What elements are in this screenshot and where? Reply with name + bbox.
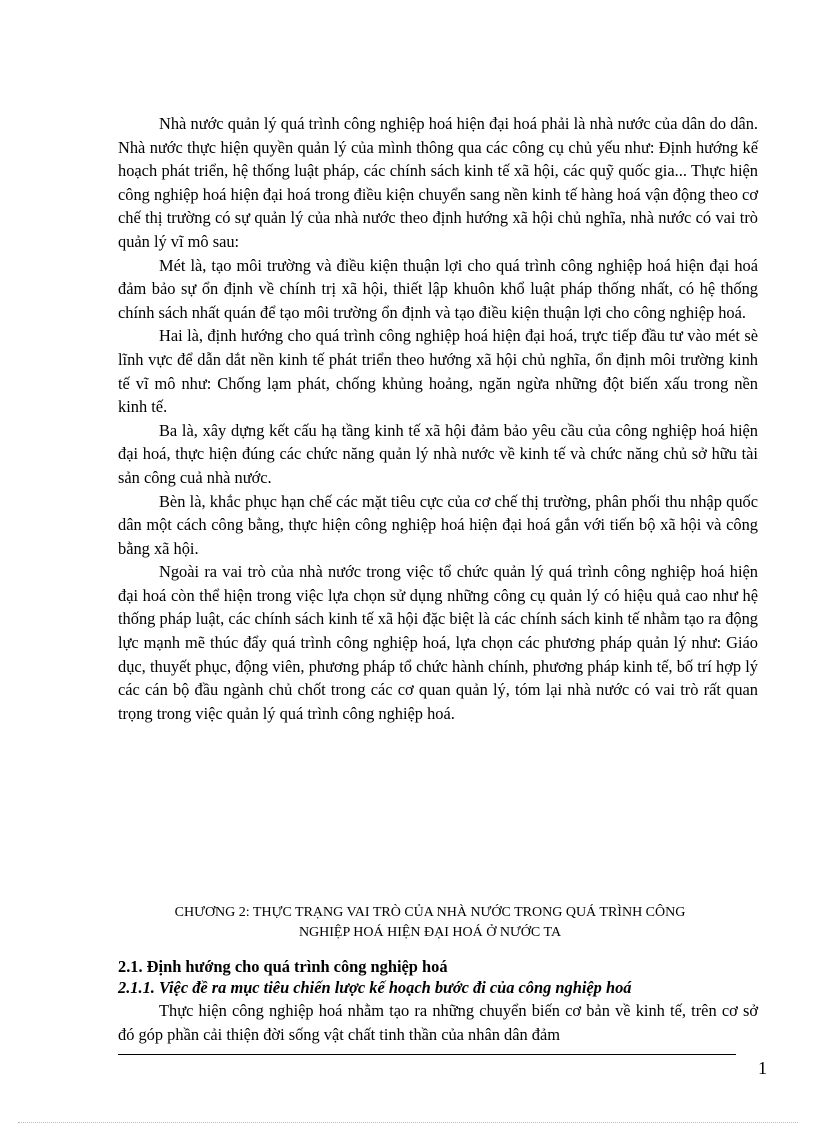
body-text-continued — [118, 999, 758, 1046]
chapter-title — [100, 903, 760, 943]
paragraph-2: Mét là, tạo môi trường và điều kiện thuận lợi cho quá trình công nghiệp hoá hiện đại hoá đảm bảo sự ổn định về chính trị xã hội, thiết lập khuôn khổ luật pháp thống nhất, có hệ thống chính sách nhất quán để tạo môi trường ổn định và tạo điều kiện thuận lợi cho công nghiệp hoá. — [118, 255, 758, 322]
paragraph-4: Ba là, xây dựng kết cấu hạ tầng kinh tế xã hội đảm bảo yêu cầu của công nghiệp hoá hiện đại hoá, thực hiện đúng các chức năng quản lý nhà nước về kinh tế và chức năng chủ sở hữu tài sản công cuả nhà nước. — [118, 420, 758, 487]
paragraph-7: Thực hiện công nghiệp hoá nhằm tạo ra những chuyển biến cơ bản về kinh tế, trên cơ sở đó góp phần cải thiện đời sống vật chất tinh thần của nhân dân đảm — [118, 1001, 758, 1044]
section-heading: 2.1. Định hướng cho quá trình công nghiệp hoá — [118, 957, 448, 976]
chapter-title-line-1: CHƯƠNG 2: THỰC TRẠNG VAI TRÒ CỦA NHÀ NƯỚC TRONG QUÁ TRÌNH CÔNG — [174, 905, 686, 920]
paragraph-5: Bèn là, khắc phục hạn chế các mặt tiêu cực của cơ chế thị trường, phân phối thu nhập quốc dân một cách công bằng, thực hiện công nghiệp hoá hiện đại hoá gắn với tiến bộ xã hội và công bằng xã hội. — [118, 491, 758, 558]
paragraph-1: Nhà nước quản lý quá trình công nghiệp hoá hiện đại hoá phải là nhà nước của dân do dân. Nhà nước thực hiện quyền quản lý của mình thông qua các công cụ chủ yếu như: Định hướng kế hoạch phát triển, hệ thống luật pháp, các chính sách kinh tế xã hội, các quỹ quốc gia... Thực hiện công nghiệp hoá hiện đại hoá trong điều kiện chuyển sang nền kinh tế hàng hoá vận động theo cơ chế thị trường có sự quản lý của nhà nước theo định hướng xã hội chủ nghĩa, nhà nước có vai trò quản lý vĩ mô sau: — [118, 114, 758, 251]
page-number: 1 — [758, 1058, 767, 1078]
paragraph-6: Ngoài ra vai trò của nhà nước trong việc tổ chức quản lý quá trình công nghiệp hoá hiện đại hoá còn thể hiện trong việc lựa chọn sử dụng những công cụ quản lý có hiệu quả cao như hệ thống pháp luật, các chính sách kinh tế xã hội đặc biệt là các chính sách kinh tế nhằm tạo ra động lực mạnh mẽ thúc đẩy quá trình công nghiệp hoá, lựa chọn các phương pháp quản lý như: Giáo dục, thuyết phục, động viên, phương pháp tổ chức hành chính, phương pháp kinh tế, bố trí hợp lý các cán bộ đầu ngành chủ chốt trong các cơ quan quản lý, tóm lại nhà nước có vai trò rất quan trọng trong việc quản lý quá trình công nghiệp hoá. — [118, 562, 758, 723]
body-text — [118, 112, 758, 725]
paragraph-3: Hai là, định hướng cho quá trình công nghiệp hoá hiện đại hoá, trực tiếp đầu tư vào mét sè lĩnh vực để dẫn dắt nền kinh tế phát triển theo hướng xã hội chủ nghĩa, ổn định môi trường kinh tế vĩ mô như: Chống lạm phát, chống khủng hoảng, ngăn ngừa những đột biến xấu trong nền kinh tế. — [118, 326, 758, 417]
footer-rule — [118, 1054, 736, 1055]
chapter-title-line-2: NGHIỆP HOÁ HIỆN ĐẠI HOÁ Ở NƯỚC TA — [298, 925, 562, 940]
subsection-heading: 2.1.1. Việc đề ra mục tiêu chiến lược kế hoạch bước đi của công nghiệp hoá — [118, 978, 632, 997]
